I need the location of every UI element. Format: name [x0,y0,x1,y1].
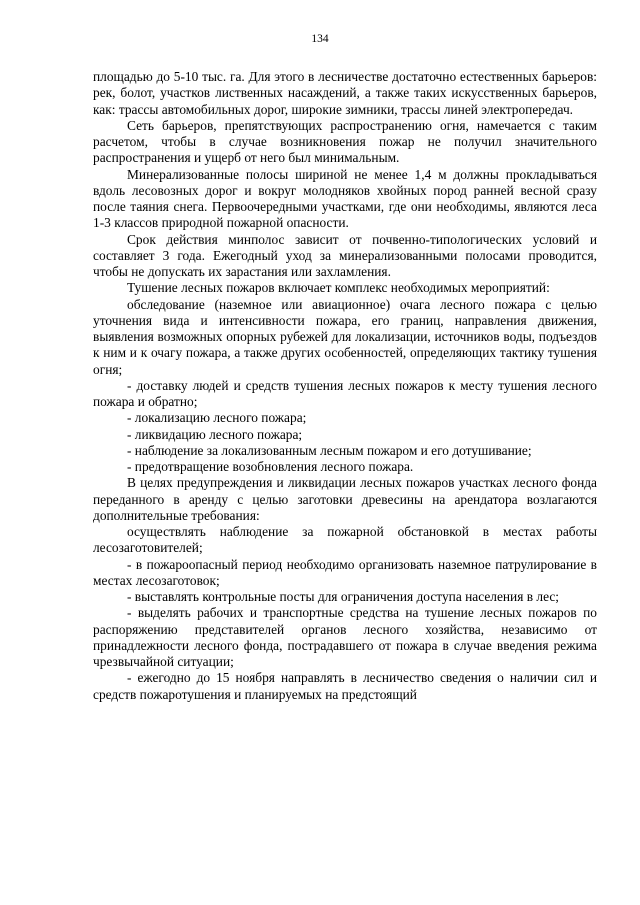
list-item: - предотвращение возобновления лесного пожара. [127,459,414,474]
paragraph-firefighting-intro: Тушение лесных пожаров включает комплекс необходимых мероприятий: [127,280,550,296]
list-item: осуществлять наблюдение за пожарной обстановкой в местах работы лесозаготовителей; [93,524,597,556]
list-item: - в пожароопасный период необходимо организовать наземное патрулирование в местах лесозаготовок; [93,556,597,588]
list-item: - ежегодно до 15 ноября направлять в лесничество сведения о наличии сил и средств пожаротушения и планируемых на предстоящий [93,670,597,702]
paragraph-lessee-requirements: В целях предупреждения и ликвидации лесных пожаров участках лесного фонда переданного в аренду с целью заготовки древесины на арендатора возлагаются дополнительные требования: [93,475,597,523]
list-item: обследование (наземное или авиационное) очага лесного пожара с целью уточнения вида и интенсивности пожара, его границ, направления движения, выявления возможных опорных рубежей для локализации, источников воды, подъездов к ним и к очагу пожара, а также других особенностей, определяющих тактику тушения огня; [93,296,597,377]
list-item: - ликвидацию лесного пожара; [127,426,303,442]
list-item: - выделять рабочих и транспортные средства на тушение лесных пожаров по распоряжению представителей органов лесного хозяйства, независимо от принадлежности лесного фонда, пострадавшего от пожара в случае введения режима чрезвычайной ситуации; [93,605,597,669]
paragraph-mineralized-strips: Минерализованные полосы шириной не менее 1,4 м должны прокладываться вдоль лесовозных дорог и вокруг молодняков хвойных пород ранней весной сразу после таяния снега. Первоочередными участками, где они необходимы, являются леса 1-3 классов природной пожарной опасности. [93,166,597,231]
page-number: 134 [311,33,329,45]
list-item: - выставлять контрольные посты для ограничения доступа населения в лес; [127,589,560,604]
list-item: - наблюдение за локализованным лесным пожаром и его дотушивание; [127,442,532,458]
paragraph-intro: площадью до 5-10 тыс. га. Для этого в лесничестве достаточно естественных барьеров: рек, болот, участков лиственных насаждений, а также таких искусственных барьеров, как: трассы автомобильных дорог, широкие зимники, трассы линей электропередач. [93,69,597,117]
list-item: - доставку людей и средств тушения лесных пожаров к месту тушения лесного пожара и обратно; [93,377,597,409]
body-text [93,69,597,703]
paragraph-barrier-network: Сеть барьеров, препятствующих распространению огня, намечается с таким расчетом, чтобы в случае возникновения пожар не получил значительного распространения и ущерб от него был минимальным. [93,117,597,166]
list-item: - локализацию лесного пожара; [127,410,307,426]
paragraph-strip-lifetime: Срок действия минполос зависит от почвенно-типологических условий и составляет 3 года. Ежегодный уход за минерализованными полосами проводится, чтобы не допускать их зарастания или захламления. [93,231,597,279]
